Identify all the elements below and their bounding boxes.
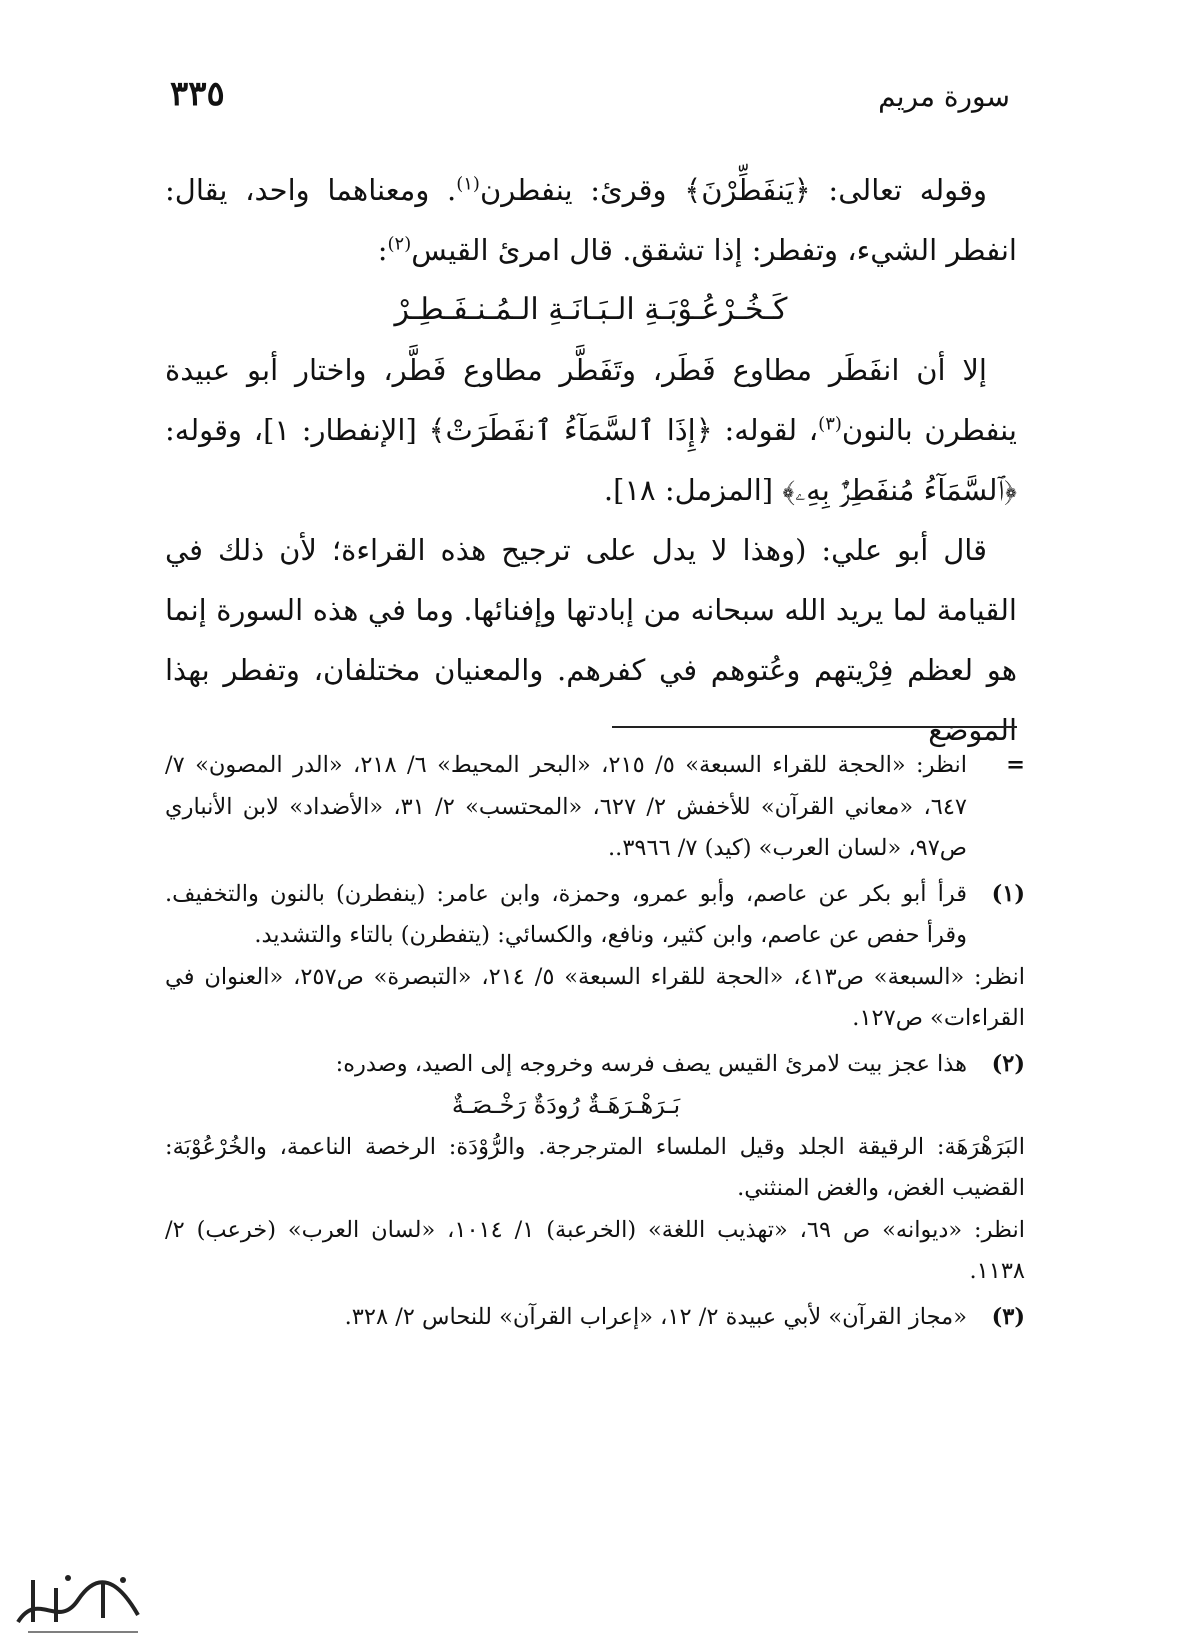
publisher-logo xyxy=(8,1560,158,1640)
footnote-2-text: هذا عجز بيت لامرئ القيس يصف فرسه وخروجه إلى الصيد، وصدره: xyxy=(335,1050,967,1077)
footnote-3 xyxy=(165,1297,1025,1339)
paragraph-1-text-b: . ومعناهما واحد، يقال: انفطر الشيء، وتفطر: إذا تشقق. قال امرئ القيس xyxy=(165,173,1017,267)
continuation-marker: = xyxy=(1006,752,1025,778)
surah-title: سورة مريم xyxy=(878,80,1010,113)
main-text xyxy=(165,160,1017,760)
page-number: ٣٣٥ xyxy=(170,74,225,114)
footnote-2-gloss: البَرَهْرَهَة: الرقيقة الجلد وقيل الملساء المترجرجة. والرُّوْدَة: الرخصة الناعمة، والخُرْعُوْبَة: القضيب الغض، والغض المنثني. xyxy=(165,1133,1025,1201)
footnote-ref-1: (١) xyxy=(456,173,480,195)
footnote-2-reference: انظر: «ديوانه» ص ٦٩، «تهذيب اللغة» (الخرعبة) ١/ ١٠١٤، «لسان العرب» (خرعب) ٢/ ١١٣٨. xyxy=(165,1216,1026,1284)
page-header xyxy=(170,74,1010,130)
footnotes xyxy=(165,745,1025,1342)
footnote-1 xyxy=(165,874,1025,1040)
footnote-continuation-text: انظر: «الحجة للقراء السبعة» ٥/ ٢١٥، «البحر المحيط» ٦/ ٢١٨، «الدر المصون» ٧/ ٦٤٧، «معاني القرآن» للأخفش ٢/ ٦٢٧، «المحتسب» ٢/ ٣١، «الأضداد» لابن الأنباري ص٩٧، «لسان العرب» (كيد) ٧/ ٣٩٦٦.. xyxy=(165,752,968,861)
footnote-1-reference: انظر: «السبعة» ص٤١٣، «الحجة للقراء السبعة» ٥/ ٢١٤، «التبصرة» ص٢٥٧، «العنوان في القراءات» ص١٢٧. xyxy=(165,963,1026,1031)
paragraph-2-text: إلا أن انفَطَر مطاوع فَطَر، وتَفَطَّر مطاوع فَطَّر، واختار أبو عبيدة ينفطرن بالنون xyxy=(165,353,1017,447)
footnote-3-text: «مجاز القرآن» لأبي عبيدة ٢/ ١٢، «إعراب القرآن» للنحاس ٢/ ٣٢٨. xyxy=(344,1303,967,1330)
footnote-2-number: (٢) xyxy=(991,1050,1025,1077)
paragraph-2-text-b: ، لقوله: ﴿إِذَا ٱلسَّمَآءُ ٱنفَطَرَتْ﴾ [الإنفطار: ١]، وقوله: ﴿ٱلسَّمَآءُ مُنفَطِرٌۢ بِهِۦ﴾ [المزمل: ١٨]. xyxy=(165,413,1017,507)
poetry-verse: كَـخُـرْعُـوْبَـةِ الـبَـانَـةِ الـمُـنـفَـطِـرْ xyxy=(394,292,788,327)
footnote-1-text: قرأ أبو بكر عن عاصم، وأبو عمرو، وحمزة، وابن عامر: (ينفطرن) بالنون والتخفيف. وقرأ حفص عن عاصم، وابن كثير، ونافع، والكسائي: (يتفطرن) بالتاء والتشديد. xyxy=(165,880,967,948)
paragraph-3: قال أبو علي: (وهذا لا يدل على ترجيح هذه القراءة؛ لأن ذلك في القيامة لما يريد الله سبحانه من إبادتها وإفنائها. وما في هذه السورة إنما هو لعظم فِرْيتهم وعُتوهم في كفرهم. والمعنيان مختلفان، وتفطر بهذا الموضع xyxy=(165,533,1017,747)
paragraph-2 xyxy=(165,340,1017,520)
footnote-continuation xyxy=(165,745,1025,870)
paragraph-1 xyxy=(165,160,1017,280)
paragraph-1-text: وقوله تعالى: ﴿يَنفَطِّرْنَ﴾ وقرئ: ينفطرن xyxy=(479,173,987,207)
footnote-ref-2: (٢) xyxy=(387,233,412,255)
footnote-2 xyxy=(165,1044,1025,1293)
footnote-3-number: (٣) xyxy=(991,1303,1025,1330)
footnote-separator xyxy=(612,726,1017,728)
paragraph-1-text-c: : xyxy=(377,233,388,267)
footnote-ref-3: (٣) xyxy=(818,413,842,435)
footnote-1-number: (١) xyxy=(991,880,1025,907)
footnote-2-verse: بَـرَهْـرَهَـةٌ رُودَةٌ رَخْـصَـةٌ xyxy=(451,1091,681,1119)
